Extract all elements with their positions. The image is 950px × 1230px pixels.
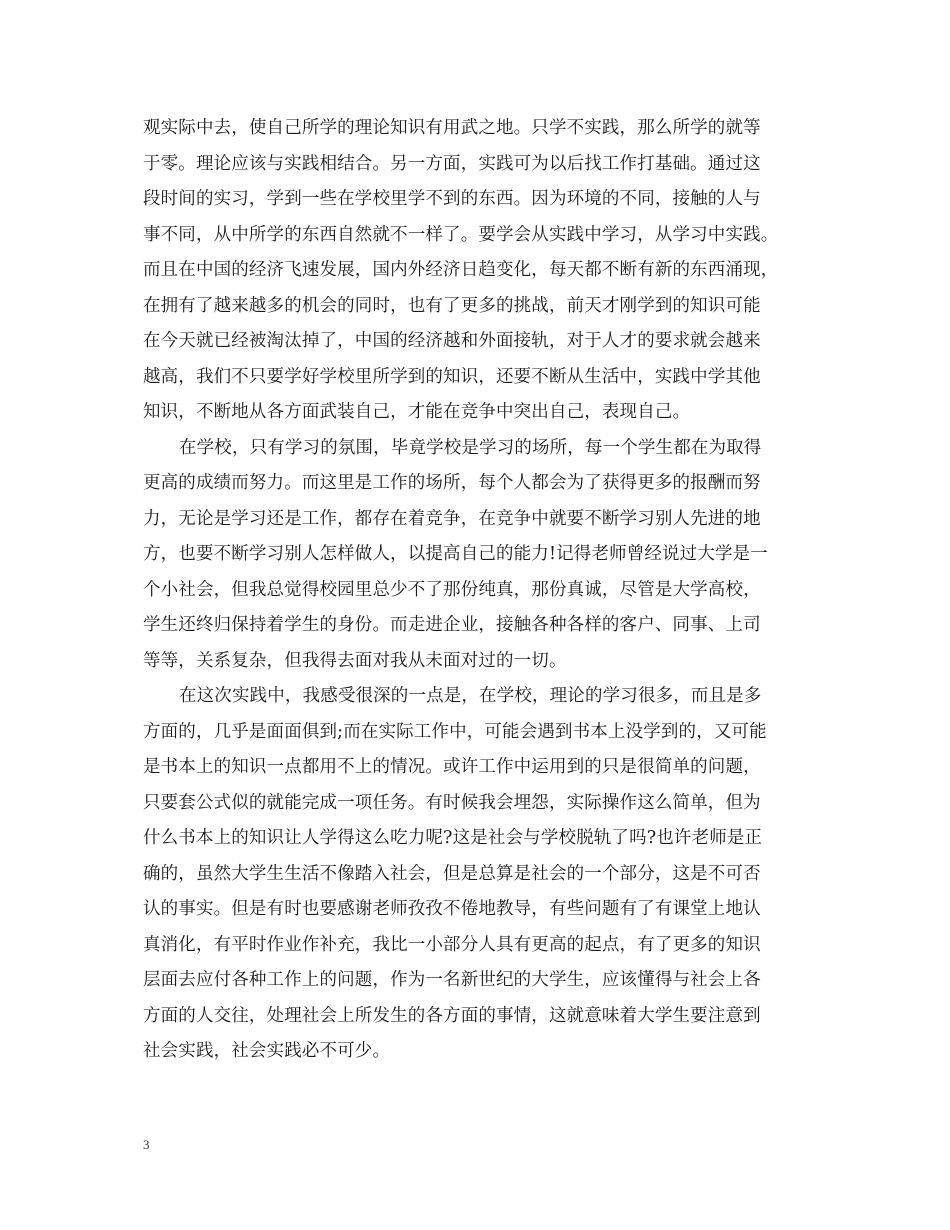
text-line: 是书本上的知识一点都用不上的情况。或许工作中运用到的只是很简单的问题， (143, 757, 761, 777)
text-line: 于零。理论应该与实践相结合。另一方面，实践可为以后找工作打基础。通过这 (143, 153, 761, 174)
text-line: 更高的成绩而努力。而这里是工作的场所，每个人都会为了获得更多的报酬而努 (143, 473, 761, 493)
text-line: 认的事实。但是有时也要感谢老师孜孜不倦地教导，有些问题有了有课堂上地认 (143, 899, 761, 919)
text-line: 学生还终归保持着学生的身份。而走进企业，接触各种各样的客户、同事、上司 (143, 615, 761, 635)
text-line: 真消化，有平时作业作补充，我比一小部分人具有更高的起点，有了更多的知识 (143, 934, 761, 955)
text-line: 方面的人交往，处理社会上所发生的各方面的事情，这就意味着大学生要注意到 (143, 1005, 761, 1026)
text-line: 个小社会，但我总觉得校园里总少不了那份纯真，那份真诚，尽管是大学高校， (143, 579, 761, 600)
document-body (143, 111, 815, 1070)
text-line: 社会实践，社会实践必不可少。 (143, 1041, 391, 1061)
text-line: 观实际中去，使自己所学的理论知识有用武之地。只学不实践，那么所学的就等 (143, 118, 761, 138)
text-line: 知识，不断地从各方面武装自己，才能在竞争中突出自己，表现自己。 (143, 402, 691, 422)
text-line: 而且在中国的经济飞速发展，国内外经济日趋变化，每天都不断有新的东西涌现， (143, 260, 779, 280)
text-line: 在这次实践中，我感受很深的一点是，在学校，理论的学习很多，而且是多 (179, 686, 762, 706)
text-line: 越高，我们不只要学好学校里所学到的知识，还要不断从生活中，实践中学其他 (143, 366, 761, 387)
text-line: 等等，关系复杂，但我得去面对我从未面对过的一切。 (143, 650, 567, 671)
text-line: 方面的，几乎是面面俱到;而在实际工作中，可能会遇到书本上没学到的，又可能 (143, 721, 767, 742)
text-line: 层面去应付各种工作上的问题，作为一名新世纪的大学生，应该懂得与社会上各 (143, 970, 761, 990)
text-line: 力，无论是学习还是工作，都存在着竞争，在竞争中就要不断学习别人先进的地 (143, 508, 761, 529)
text-line: 确的，虽然大学生生活不像踏入社会，但是总算是社会的一个部分，这是不可否 (143, 863, 761, 884)
text-line: 在今天就已经被淘汰掉了，中国的经济越和外面接轨，对于人才的要求就会越来 (143, 331, 761, 351)
page-number: 3 (143, 1137, 150, 1152)
text-line: 方，也要不断学习别人怎样做人，以提高自己的能力!记得老师曾经说过大学是一 (143, 544, 768, 564)
text-line: 在拥有了越来越多的机会的同时，也有了更多的挑战，前天才刚学到的知识可能 (143, 295, 761, 316)
text-line: 事不同，从中所学的东西自然就不一样了。要学会从实践中学习，从学习中实践。 (143, 224, 779, 245)
text-line: 在学校，只有学习的氛围，毕竟学校是学习的场所，每一个学生都在为取得 (179, 437, 762, 458)
text-line: 只要套公式似的就能完成一项任务。有时候我会埋怨，实际操作这么简单，但为 (143, 792, 761, 813)
text-line: 段时间的实习，学到一些在学校里学不到的东西。因为环境的不同，接触的人与 (143, 189, 761, 209)
text-line: 什么书本上的知识让人学得这么吃力呢?这是社会与学校脱轨了吗?也许老师是正 (143, 828, 763, 848)
